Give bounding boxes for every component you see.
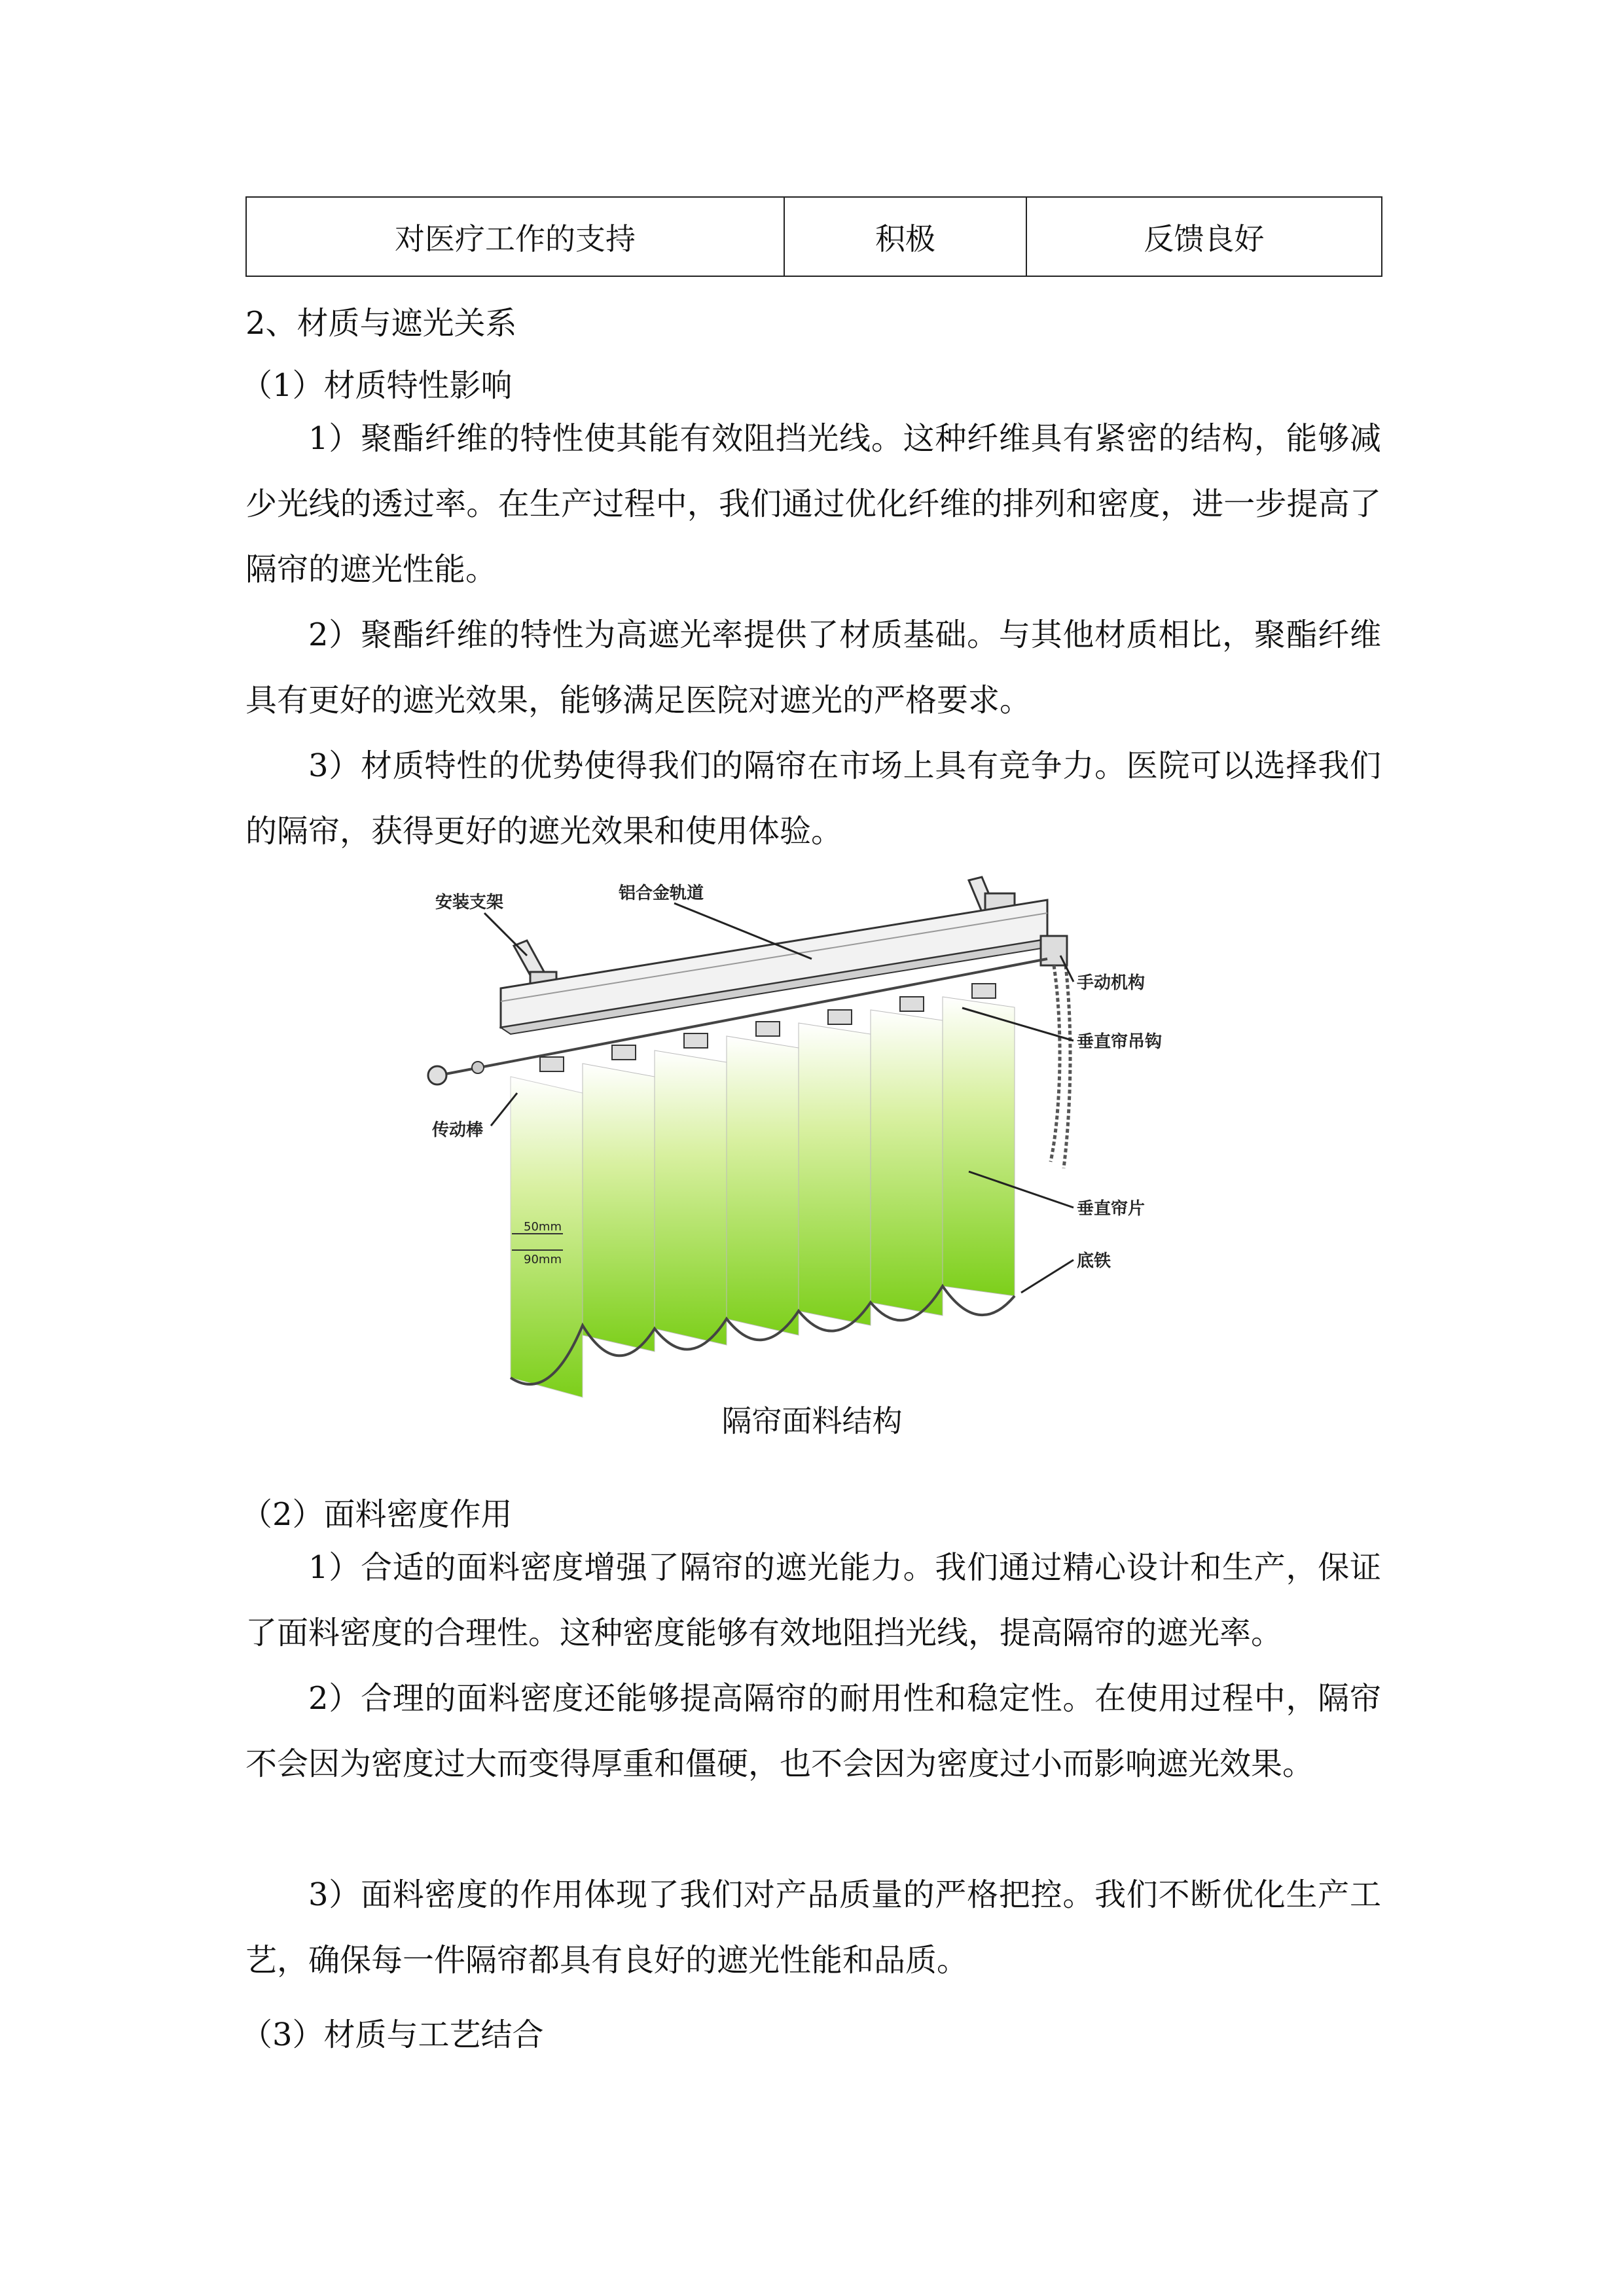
paragraph-2-2: 2）合理的面料密度还能够提高隔帘的耐用性和稳定性。在使用过程中，隔帘不会因为密度过大而变得厚重和僵硬，也不会因为密度过小而影响遮光效果。 [245, 1680, 1381, 1782]
label-hook: 垂直帘吊钩 [1077, 1032, 1163, 1052]
label-slat: 垂直帘片 [1077, 1199, 1146, 1219]
paragraph-2-3: 3）面料密度的作用体现了我们对产品质量的严格把控。我们不断优化生产工艺，确保每一件隔帘都具有良好的遮光性能和品质。 [245, 1876, 1381, 1979]
subsection-heading-2: （2）面料密度作用 [241, 1496, 513, 1533]
table-cell-attitude: 积极 [784, 197, 1026, 276]
subsection-heading-3: （3）材质与工艺结合 [241, 2017, 544, 2053]
vertical-slats [511, 984, 1015, 1397]
label-track: 铝合金轨道 [619, 884, 704, 903]
label-weight: 底铁 [1077, 1251, 1111, 1271]
table-cell-aspect: 对医疗工作的支持 [246, 197, 784, 276]
manual-mechanism-icon [1041, 936, 1070, 1168]
slat [727, 1022, 799, 1335]
paragraph-2-1: 1）合适的面料密度增强了隔帘的遮光能力。我们通过精心设计和生产，保证了面料密度的合理性。这种密度能够有效地阻挡光线，提高隔帘的遮光率。 [245, 1549, 1381, 1651]
label-90mm: 90mm [524, 1253, 562, 1266]
paragraph-1-2: 2）聚酯纤维的特性为高遮光率提供了材质基础。与其他材质相比，聚酯纤维具有更好的遮光效果，能够满足医院对遮光的严格要求。 [245, 617, 1381, 719]
slat [871, 997, 943, 1316]
slat [583, 1045, 655, 1352]
evaluation-table [245, 196, 1382, 277]
table-cell-result: 反馈良好 [1026, 197, 1382, 276]
table-row [246, 197, 1382, 276]
label-bracket: 安装支架 [435, 893, 504, 912]
slat [655, 1033, 727, 1345]
label-manual: 手动机构 [1077, 973, 1146, 993]
section-heading: 2、材质与遮光关系 [245, 305, 517, 342]
slat [799, 1010, 871, 1325]
paragraph-1-3: 3）材质特性的优势使得我们的隔帘在市场上具有竞争力。医院可以选择我们的隔帘，获得更好的遮光效果和使用体验。 [245, 747, 1381, 850]
paragraph-1-1: 1）聚酯纤维的特性使其能有效阻挡光线。这种纤维具有紧密的结构，能够减少光线的透过率。在生产过程中，我们通过优化纤维的排列和密度，进一步提高了隔帘的遮光性能。 [245, 420, 1381, 588]
subsection-heading-1: （1）材质特性影响 [241, 367, 513, 404]
label-rod: 传动棒 [432, 1121, 484, 1140]
figure-caption: 隔帘面料结构 [721, 1403, 903, 1439]
curtain-diagram-svg [393, 867, 1244, 1401]
curtain-structure-diagram [393, 867, 1244, 1401]
label-50mm: 50mm [524, 1220, 562, 1234]
slat [943, 984, 1015, 1296]
